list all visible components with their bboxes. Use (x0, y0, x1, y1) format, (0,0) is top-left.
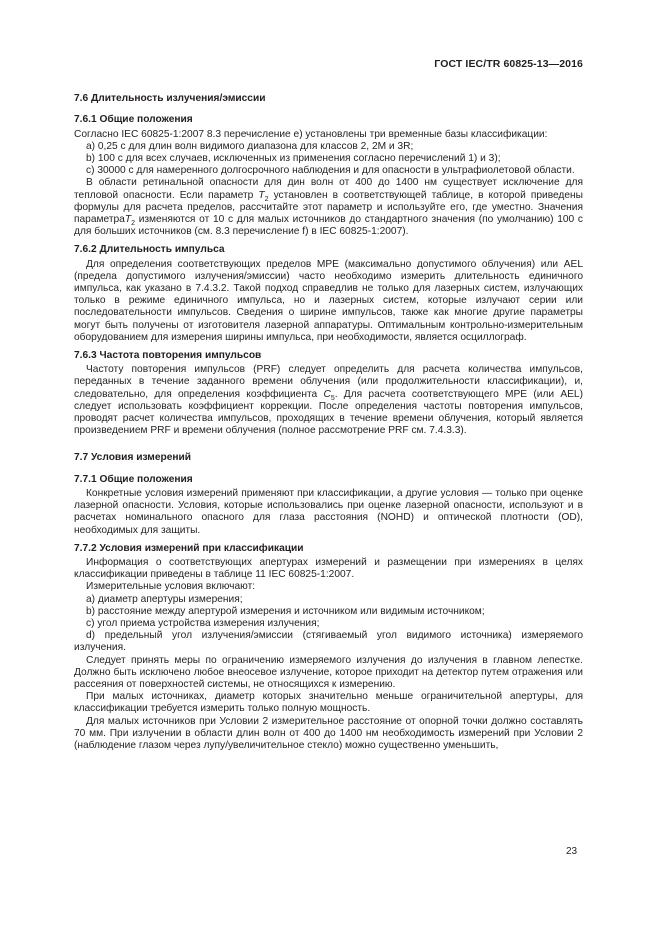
subscript: 5 (330, 394, 335, 402)
section-7-6-3-title: 7.6.3 Частота повторения импульсов (74, 350, 262, 362)
paragraph: Для определения соответствующих пределов МРЕ (максимально допустимого облучения) или AEL (предела допустимого излучения/эмиссии) часто необходимо измерить длительность единичного импульса, как указано в 7.4.3.2. Такой подход справедлив не только для лазерных систем, излучающих только в режиме единичного импульса, но и лазерных систем, которые излучают серии или последовательности импульсов. Сведения о ширине импульсов, также как многие другие параметры могут быть получены от изготовителя лазерной аппаратуры. Оптимальным контрольно-измерительным оборудованием для измерения ширины импульса, при необходимости, является осциллограф. (74, 258, 583, 343)
section-7-6-1-title: 7.6.1 Общие положения (74, 114, 193, 126)
symbol-t: T (258, 189, 265, 201)
subscript: 2 (131, 220, 135, 228)
paragraph (74, 177, 583, 238)
paragraph: Для малых источников при Условии 2 измерительное расстояние от опорной точки должно составлять 70 мм. При излучении в области длин волн от 400 до 1400 нм необходимость измерений при Условии 2 (наблюдение глазом через лупу/увеличительное стекло) можно существенно уменьшить, (74, 715, 583, 751)
text-run: установлен в соответствующей таблице, в которой приведены формулы для расчета пределов, рассчитайте этот параметр и используйте его, где уместно. Значения параметра (74, 189, 583, 226)
paragraph: Конкретные условия измерений применяют при классификации, а другие условия — только при оценке лазерной опасности. Условия, которые использовались при оценке лазерной опасности, используют и в расчетах номинального опасного для глаза расстояния (NOHD) и оптической плотности (OD), необходимых для защиты. (74, 487, 583, 536)
list-item: а) диаметр апертуры измерения; (86, 593, 243, 605)
list-item: с) 30000 с для намеренного долгосрочного наблюдения и для опасности в ультрафиолетовой области. (86, 165, 575, 177)
document-header: ГОСТ IEC/TR 60825-13—2016 (434, 58, 583, 70)
section-7-7-2-title: 7.7.2 Условия измерений при классификации (74, 542, 304, 554)
paragraph: При малых источниках, диаметр которых значительно меньше ограничительной апертуры, для классификации требуется измерить только полную мощность. (74, 691, 583, 715)
paragraph: Согласно IEC 60825-1:2007 8.3 перечисление е) установлены три временные базы классификации: (74, 128, 548, 140)
section-7-7-title: 7.7 Условия измерений (74, 452, 192, 464)
paragraph (74, 364, 583, 437)
text-run: Частоту повторения импульсов (PRF) следует определить для расчета количества импульсов, переданных в течение заданного времени облучения (или продолжительности классификации), и, следовательно, для определения коэффициента (74, 364, 583, 400)
text-run: В области ретинальной опасности для дин волн от 400 до 1400 нм существует исключение для тепловой опасности. Если параметр (74, 177, 583, 201)
paragraph: Измерительные условия включают: (86, 581, 256, 593)
document-page (74, 58, 583, 752)
list-item: b) расстояние между апертурой измерения и источником или видимым источником; (86, 605, 485, 617)
list-item: с) угол приема устройства измерения излучения; (86, 617, 320, 629)
symbol-t: T (124, 214, 132, 226)
text-run: . Для расчета соответствующего МРЕ (или AEL) следует использовать коэффициент коррекции. После определения частоты повторения импульсов, проводят расчет количества импульсов, проходящих в течение времени облучения, который является произведением PRF и времени облучения (полное рассмотрение PRF см. 7.4.3.3). (74, 388, 583, 437)
list-item: b) 100 с для всех случаев, исключенных из применения согласно перечислений 1) и 3); (86, 153, 501, 165)
text-run: изменяются от 10 с для малых источников до стандартного значения (по умолчанию) 100 с для больших источников (см. 8.3 перечисление f) в IEC 60825-1:2007). (74, 214, 583, 238)
section-7-7-1-title: 7.7.1 Общие положения (74, 473, 193, 485)
list-item: а) 0,25 с для длин волн видимого диапазона для классов 2, 2М и 3R; (86, 140, 414, 152)
symbol-c: C (323, 388, 331, 400)
paragraph: Информация о соответствующих апертурах измерений и размещении при измерениях в целях классификации приведены в таблице 11 IEC 60825-1:2007. (74, 556, 583, 581)
section-7-6-title: 7.6 Длительность излучения/эмиссии (74, 93, 266, 105)
page-number: 23 (566, 846, 578, 857)
list-item: d) предельный угол излучения/эмиссии (стягиваемый угол видимого источника) измеряемого излучения. (74, 630, 583, 654)
paragraph: Следует принять меры по ограничению измеряемого излучения до излучения в главном лепестке. Должно быть исключено любое внеосевое излучение, которое приходит на детектор путем отражения или рассеяния от поверхностей системы, не относящихся к измерению. (74, 654, 583, 690)
section-7-6-2-title: 7.6.2 Длительность импульса (74, 244, 225, 256)
subscript: 2 (264, 195, 269, 203)
